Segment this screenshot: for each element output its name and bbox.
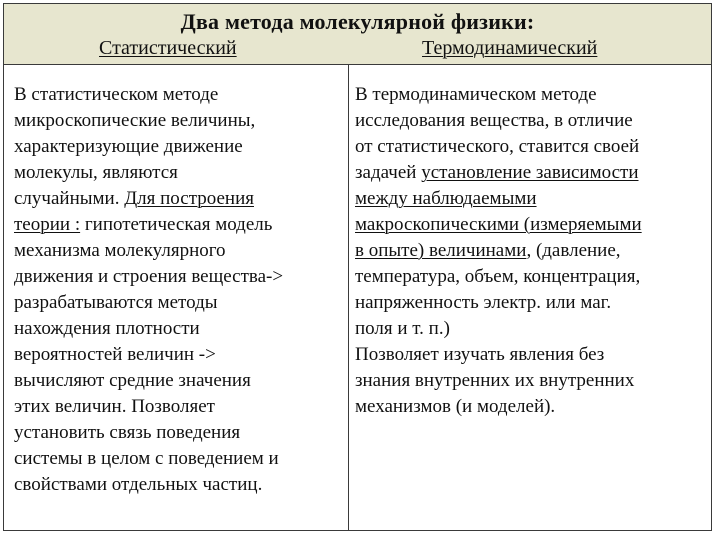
thermodynamic-text-underlined: установление зависимости между наблюдаемыми макроскопическими (измеряемыми в опыте) величинами xyxy=(355,162,642,261)
statistical-text-underlined: Для построения теории : xyxy=(14,188,254,235)
page-title: Два метода молекулярной физики: xyxy=(180,9,535,34)
thermodynamic-text-part-2: , (давление, температура, объем, концентрация, напряженность электр. или маг. поля и т. п.) Позволяет изучать явления без знания внутренних их внутренних механизмов (и моделей). xyxy=(355,240,641,417)
column-divider xyxy=(348,64,349,530)
column-heading-statistical: Статистический xyxy=(99,37,237,59)
column-heading-thermodynamic: Термодинамический xyxy=(422,37,598,59)
thermodynamic-text-part-1: В термодинамическом методе исследования вещества, в отличие от статистического, ставится своей задачей xyxy=(355,84,640,183)
statistical-method-description xyxy=(14,82,346,498)
table-header xyxy=(4,4,711,65)
thermodynamic-method-description xyxy=(355,82,710,420)
statistical-text-part-2: гипотетическая модель механизма молекулярного движения и строения вещества-> разрабатываются методы нахождения плотности вероятностей величин -> вычисляют средние значения этих величин. Позволяет установить связь поведения системы в целом с поведением и свойствами отдельных частиц. xyxy=(14,214,284,495)
comparison-table xyxy=(3,3,712,531)
statistical-text-part-1: В статистическом методе микроскопические величины, характеризующие движение молекулы, являются случайными. xyxy=(14,84,256,209)
